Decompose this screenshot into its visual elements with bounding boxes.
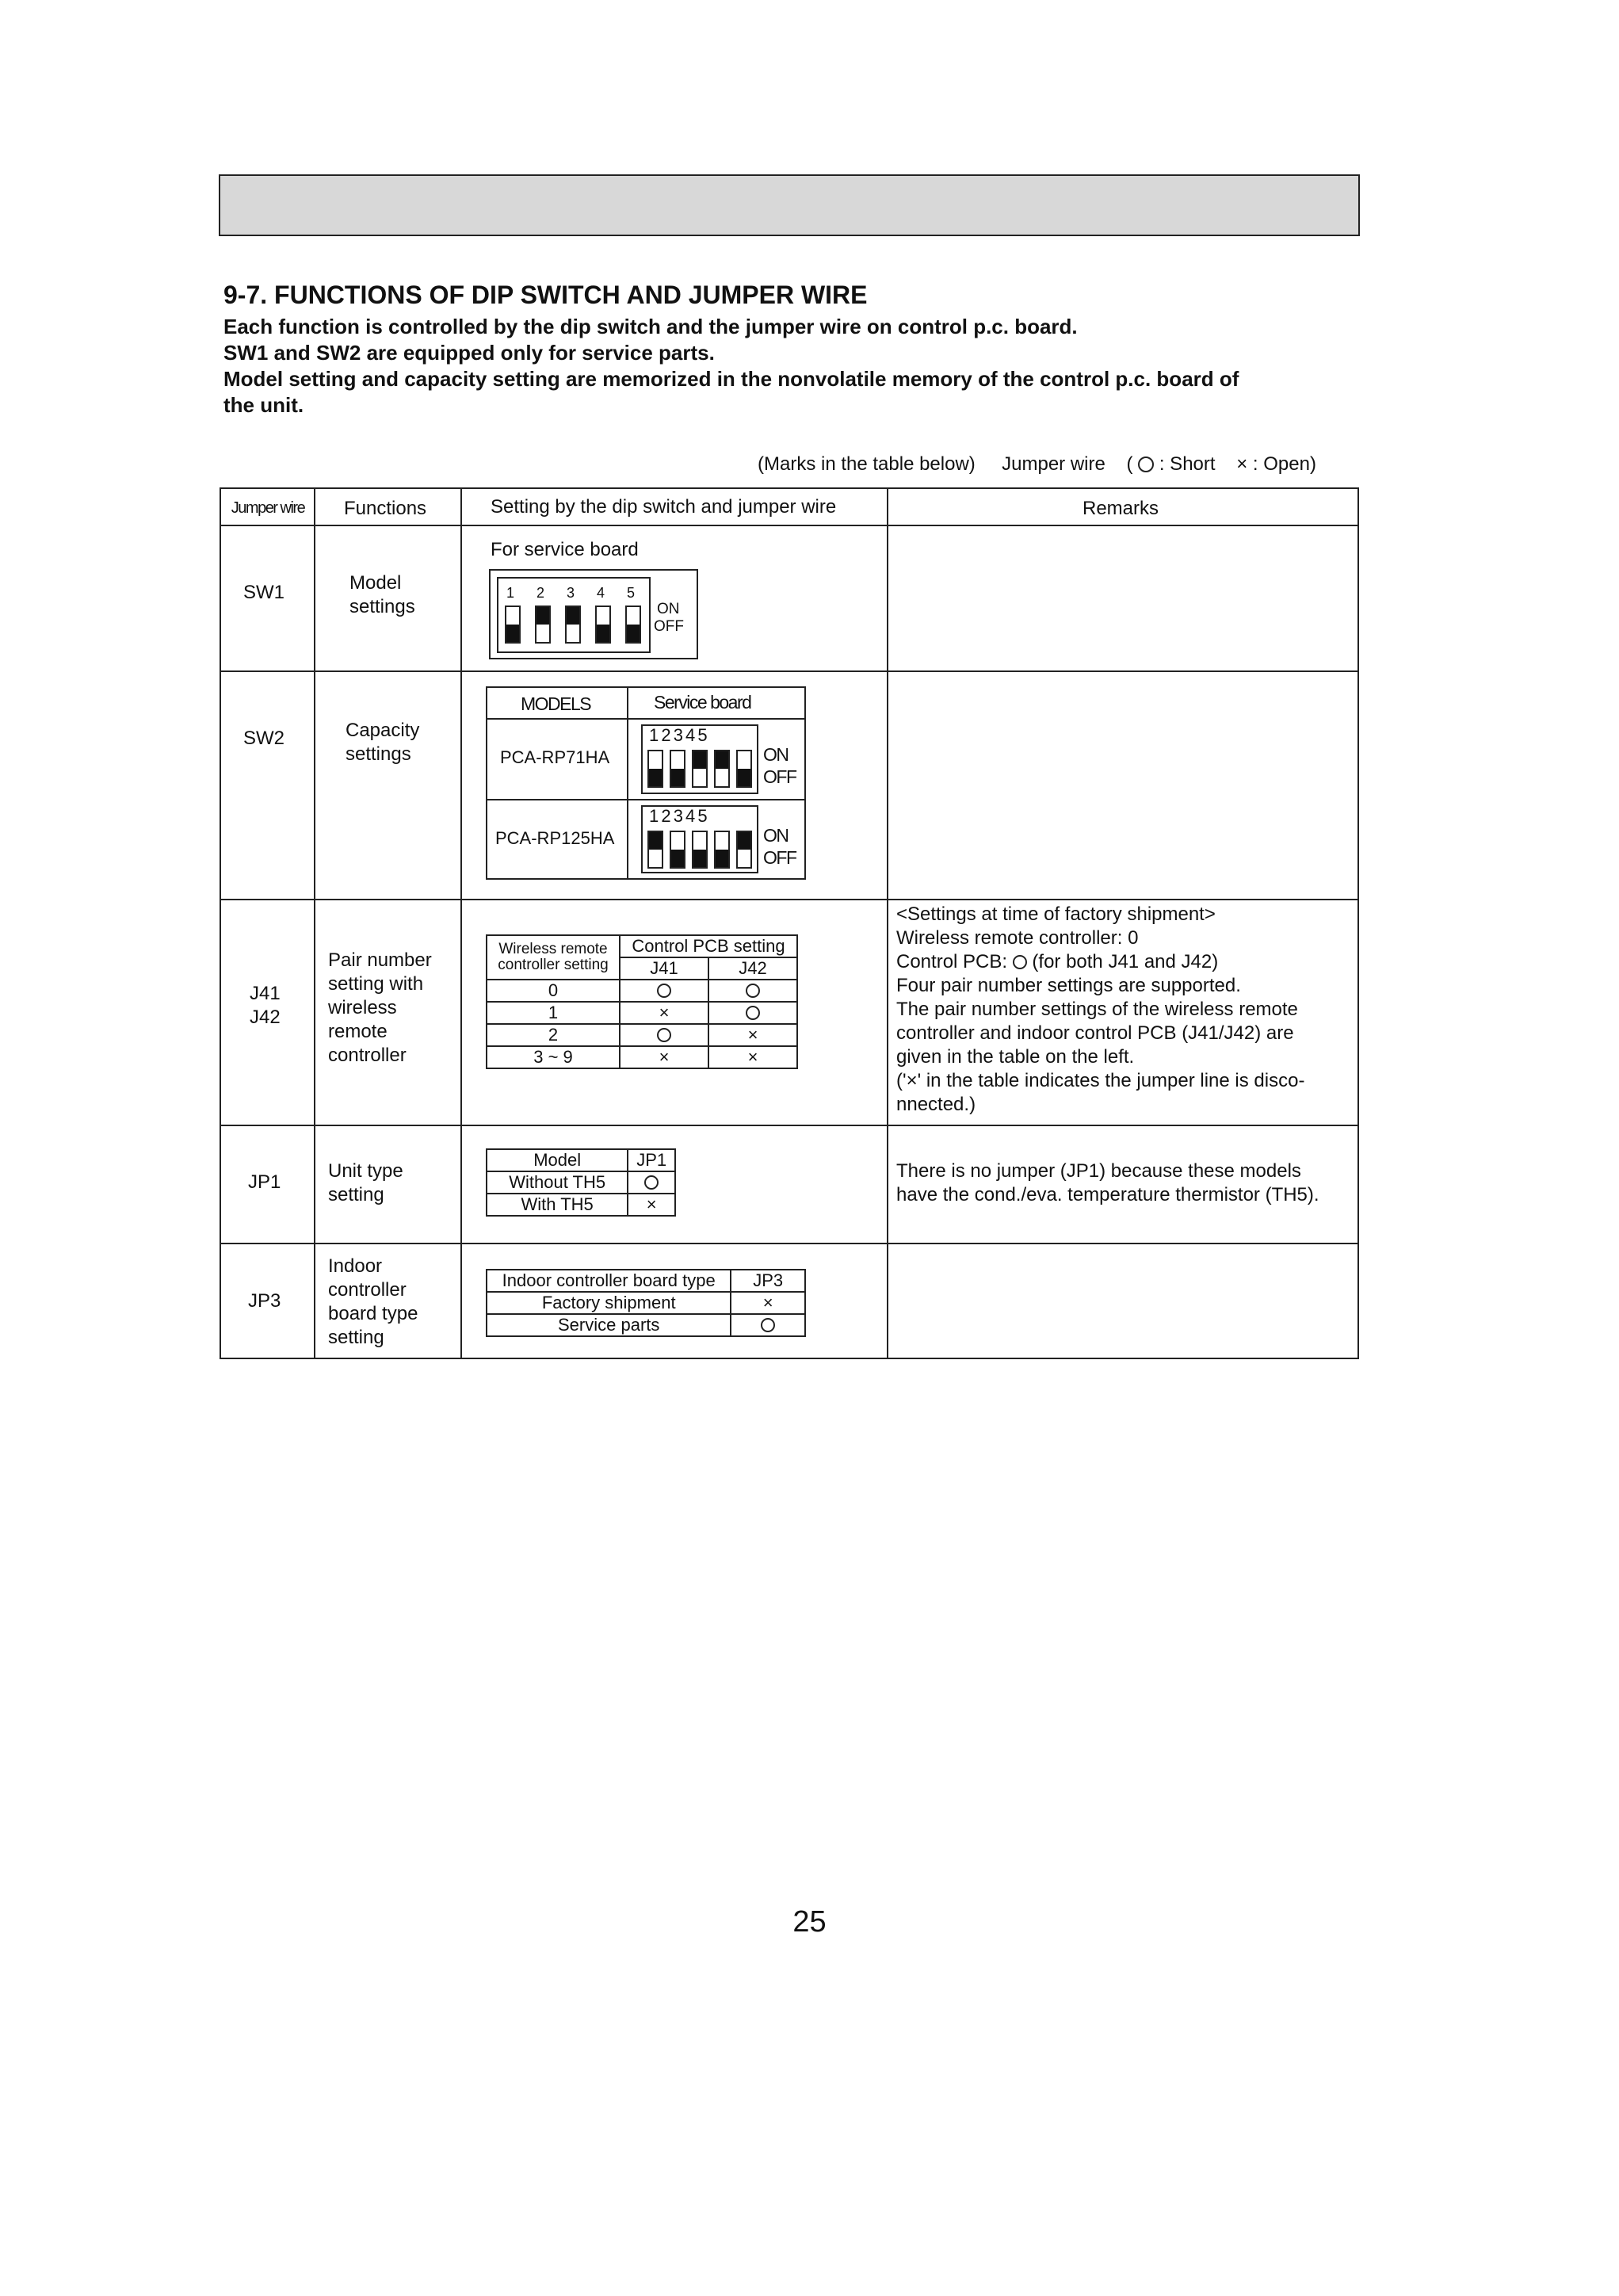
row-divider (221, 670, 1357, 672)
jp1-function: setting (328, 1184, 384, 1205)
open-cross-icon: × (747, 1047, 758, 1067)
jp3-label: JP3 (248, 1290, 281, 1312)
sw2-head-models: MODELS (521, 693, 591, 714)
sw2-function: settings (346, 743, 411, 765)
open-cross-icon: × (906, 1070, 918, 1091)
remarks-line: given in the table on the left. (896, 1046, 1135, 1068)
table-row (487, 1194, 675, 1216)
sw2-label: SW2 (243, 728, 285, 749)
short-circle-icon (1138, 457, 1154, 472)
dip-knob (597, 625, 609, 642)
open-cross-icon: × (659, 1047, 670, 1067)
j41-label: J41 (250, 983, 281, 1004)
col-divider (314, 489, 315, 1358)
legend-open: : Open) (1252, 453, 1316, 475)
dip-knob (716, 751, 728, 769)
j41-function: controller (328, 1045, 407, 1066)
jp1-head-jp: JP1 (628, 1149, 675, 1171)
sw2-dip-switch (641, 805, 758, 873)
col-divider (460, 489, 462, 1358)
jp1-remarks: have the cond./eva. temperature thermistor (TH5). (896, 1184, 1319, 1205)
dip-knob (506, 625, 519, 642)
jp1-head-model: Model (487, 1149, 628, 1171)
jp1-row-label: Without TH5 (487, 1171, 628, 1194)
pair-setting: 1 (487, 1002, 620, 1024)
jp3-row-label: Factory shipment (487, 1292, 731, 1314)
open-cross-icon: × (1236, 453, 1248, 475)
jp3-head-jp: JP3 (731, 1270, 805, 1292)
sw2-model: PCA-RP71HA (500, 747, 610, 767)
remarks-text: (for both J41 and J42) (1026, 951, 1219, 972)
row-divider (221, 525, 1357, 526)
j41-function: setting with (328, 973, 424, 995)
header-functions: Functions (344, 498, 427, 519)
intro-text (223, 314, 1365, 418)
sw2-model: PCA-RP125HA (495, 828, 615, 848)
dip-off-label: OFF (654, 618, 684, 635)
dip-knob (693, 850, 706, 867)
table-row (487, 1292, 805, 1314)
dip-toggle (736, 750, 752, 788)
dip-knob (716, 850, 728, 867)
sw2-head-board: Service board (654, 692, 751, 712)
dip-knob (567, 607, 579, 625)
dip-toggle (647, 750, 663, 788)
legend-short: : Short (1159, 453, 1216, 475)
remarks-line: nnected.) (896, 1094, 976, 1115)
short-circle-icon (657, 984, 671, 998)
pair-mark (620, 1024, 708, 1046)
remarks-line: <Settings at time of factory shipment> (896, 904, 1216, 925)
intro-line: Model setting and capacity setting are memorized in the nonvolatile memory of the control p.c. board of (223, 367, 1239, 391)
dip-off-label: OFF (763, 766, 796, 787)
jp3-function: Indoor (328, 1255, 383, 1277)
sw1-dip-frame (489, 569, 698, 659)
pair-mark (620, 1046, 708, 1068)
dip-knob (671, 769, 684, 786)
pair-head-j42: J42 (708, 957, 797, 980)
remarks-line: Four pair number settings are supported. (896, 975, 1241, 996)
dip-toggle (505, 606, 521, 644)
functions-table (220, 487, 1359, 1359)
short-circle-icon (761, 1318, 775, 1332)
pair-mark (708, 1002, 797, 1024)
sw2-function: Capacity (346, 720, 420, 741)
dip-toggle (692, 750, 708, 788)
pair-head-j41: J41 (620, 957, 708, 980)
page-number: 25 (792, 1905, 827, 1939)
header-remarks: Remarks (1083, 498, 1159, 519)
pair-mark (620, 980, 708, 1002)
pair-mark (708, 1024, 797, 1046)
jp1-mark (628, 1171, 675, 1194)
jp1-mark (628, 1194, 675, 1216)
dip-number: 3 (567, 585, 575, 601)
pair-head-right: Control PCB setting (620, 935, 797, 957)
dip-number: 2 (536, 585, 545, 601)
table-row (487, 1002, 797, 1024)
pair-head-left-1: Wireless remote (498, 941, 608, 957)
dip-number: 5 (627, 585, 636, 601)
remarks-text: Control PCB: (896, 951, 1008, 972)
jp3-function: setting (328, 1327, 384, 1348)
header-setting: Setting by the dip switch and jumper wire (491, 496, 837, 518)
dip-number: 4 (597, 585, 605, 601)
j41-function: Pair number (328, 949, 432, 971)
dip-toggle (647, 831, 663, 869)
sw1-function: Model (349, 572, 402, 594)
remarks-text: (' (896, 1070, 907, 1091)
remarks-line: Wireless remote controller: 0 (896, 927, 1139, 949)
short-circle-icon (746, 984, 760, 998)
legend-prefix: (Marks in the table below) (758, 453, 976, 475)
dip-toggle (692, 831, 708, 869)
pair-number-table (486, 934, 798, 1069)
intro-line: SW1 and SW2 are equipped only for service parts. (223, 341, 715, 365)
pair-mark (708, 980, 797, 1002)
marks-legend (758, 453, 1316, 476)
pair-mark (620, 1002, 708, 1024)
j41-function: wireless (328, 997, 397, 1018)
table-row (487, 1024, 797, 1046)
pair-setting: 2 (487, 1024, 620, 1046)
remarks-text: ' in the table indicates the jumper line is disco- (917, 1070, 1305, 1091)
dip-knob (649, 769, 662, 786)
dip-toggle (625, 606, 641, 644)
dip-numbers: 1 2 3 4 5 (649, 725, 707, 745)
short-circle-icon (1013, 955, 1027, 969)
col-divider (887, 489, 888, 1358)
j42-label: J42 (250, 1007, 281, 1028)
jp3-row-label: Service parts (487, 1314, 731, 1336)
sw2-table-divider (487, 718, 804, 720)
dip-toggle (714, 750, 730, 788)
short-circle-icon (657, 1028, 671, 1042)
sw1-dip-switch (497, 577, 651, 653)
section-title: 9-7. FUNCTIONS OF DIP SWITCH AND JUMPER WIRE (223, 281, 868, 309)
dip-numbers: 1 2 3 4 5 (649, 806, 707, 826)
header-band (219, 174, 1360, 236)
table-row (487, 1314, 805, 1336)
open-cross-icon: × (646, 1194, 657, 1214)
short-circle-icon (644, 1175, 659, 1190)
sw1-label: SW1 (243, 582, 285, 603)
j41-function: remote (328, 1021, 388, 1042)
dip-toggle (595, 606, 611, 644)
sw1-caption: For service board (491, 539, 639, 560)
remarks-line: controller and indoor control PCB (J41/J42) are (896, 1022, 1294, 1044)
pair-head-left (487, 935, 620, 980)
short-circle-icon (746, 1006, 760, 1020)
open-cross-icon: × (747, 1025, 758, 1045)
dip-toggle (670, 750, 685, 788)
dip-on-label: ON (657, 601, 680, 617)
sw2-table (486, 686, 806, 880)
dip-off-label: OFF (763, 847, 796, 868)
dip-toggle (670, 831, 685, 869)
table-row (487, 1046, 797, 1068)
pair-setting: 0 (487, 980, 620, 1002)
row-divider (221, 899, 1357, 900)
jp1-function: Unit type (328, 1160, 403, 1182)
jp3-head-type: Indoor controller board type (487, 1270, 731, 1292)
jp3-table (486, 1269, 806, 1337)
jp3-function: controller (328, 1279, 407, 1301)
jp3-function: board type (328, 1303, 418, 1324)
dip-on-label: ON (763, 825, 788, 846)
sw2-table-divider (627, 688, 628, 878)
intro-line: Each function is controlled by the dip switch and the jumper wire on control p.c. board. (223, 315, 1078, 338)
table-row (487, 980, 797, 1002)
sw2-table-divider (487, 799, 804, 800)
pair-head-left-2: controller setting (498, 957, 609, 973)
remarks-line (896, 950, 1218, 974)
table-row (487, 1171, 675, 1194)
dip-toggle (714, 831, 730, 869)
dip-toggle (736, 831, 752, 869)
jp1-table (486, 1148, 676, 1217)
row-divider (221, 1243, 1357, 1244)
remarks-line: The pair number settings of the wireless remote (896, 999, 1298, 1020)
dip-knob (671, 850, 684, 867)
jp3-mark (731, 1314, 805, 1336)
pair-mark (708, 1046, 797, 1068)
dip-knob (536, 607, 549, 625)
dip-toggle (535, 606, 551, 644)
dip-knob (738, 769, 750, 786)
remarks-line (896, 1069, 1304, 1093)
open-cross-icon: × (762, 1293, 773, 1312)
intro-line: the unit. (223, 393, 304, 417)
jp1-remarks: There is no jumper (JP1) because these models (896, 1160, 1301, 1182)
dip-knob (693, 751, 706, 769)
dip-toggle (565, 606, 581, 644)
row-divider (221, 1125, 1357, 1126)
jp1-row-label: With TH5 (487, 1194, 628, 1216)
dip-knob (627, 625, 640, 642)
jp3-mark (731, 1292, 805, 1314)
dip-number: 1 (506, 585, 515, 601)
dip-on-label: ON (763, 744, 788, 765)
dip-knob (738, 832, 750, 850)
sw1-function: settings (349, 596, 415, 617)
legend-jumper-label: Jumper wire (1002, 453, 1105, 475)
open-cross-icon: × (659, 1003, 670, 1022)
jp1-label: JP1 (248, 1171, 281, 1193)
header-jumper-wire: Jumper wire (231, 499, 305, 517)
dip-knob (649, 832, 662, 850)
sw2-dip-switch (641, 724, 758, 794)
pair-setting: 3 ~ 9 (487, 1046, 620, 1068)
legend-open-paren: ( (1126, 453, 1133, 475)
